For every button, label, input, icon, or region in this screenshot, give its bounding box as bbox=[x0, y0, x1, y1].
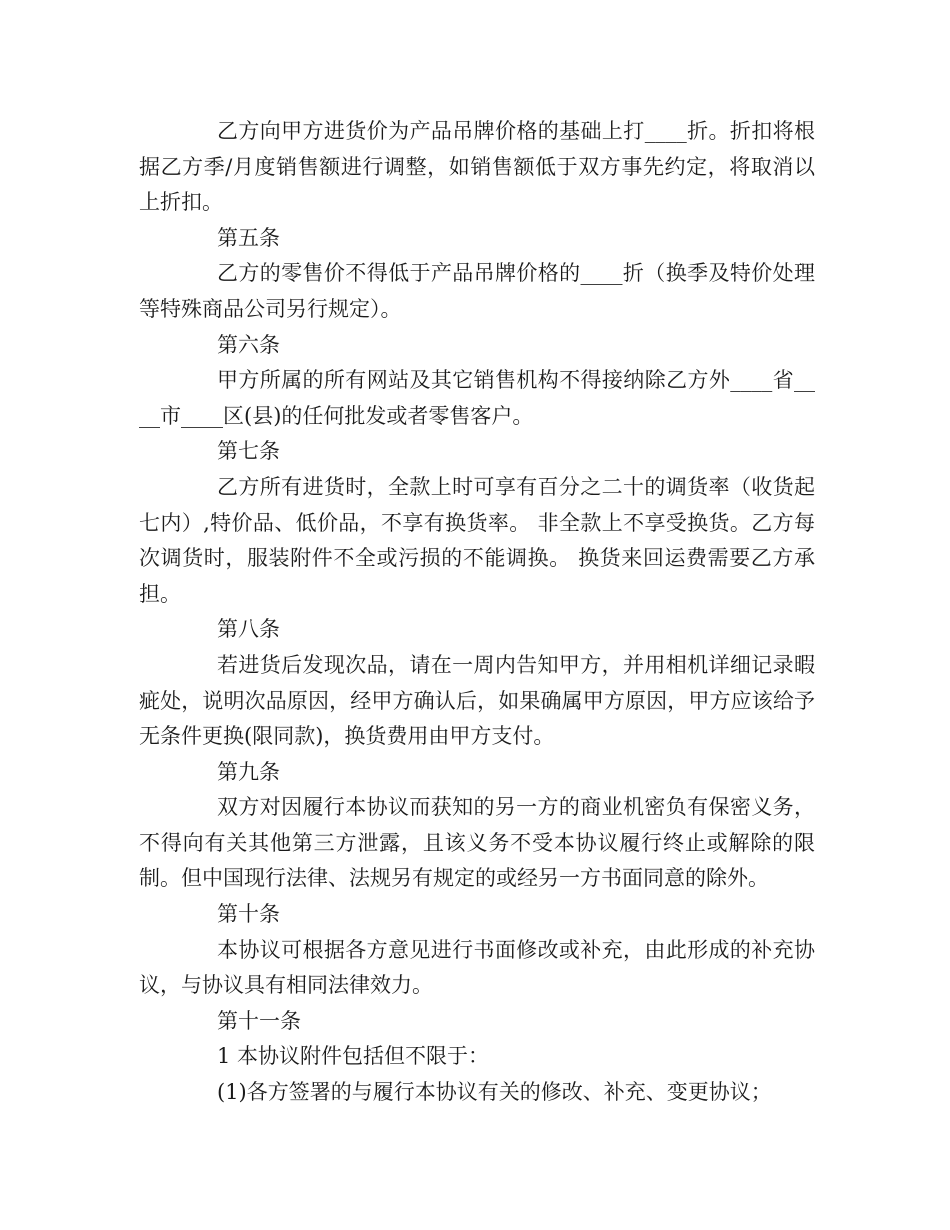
paragraph-annex-intro: 1 本协议附件包括但不限于： bbox=[217, 1044, 490, 1069]
article-6-heading: 第六条 bbox=[217, 332, 280, 357]
document-page bbox=[139, 114, 815, 1111]
article-5-heading: 第五条 bbox=[217, 225, 280, 250]
paragraph-discount-terms: 乙方向甲方进货价为产品吊牌价格的基础上打____折。折扣将根据乙方季/月度销售额进行调整，如销售额低于双方事先约定，将取消以上折扣。 bbox=[139, 119, 815, 215]
article-9-heading: 第九条 bbox=[217, 759, 280, 784]
paragraph-sales-territory: 甲方所属的所有网站及其它销售机构不得接纳除乙方外____省____市____区(县)的任何批发或者零售客户。 bbox=[139, 368, 815, 428]
article-10-heading: 第十条 bbox=[217, 902, 280, 927]
paragraph-annex-item-1: (1)各方签署的与履行本协议有关的修改、补充、变更协议； bbox=[217, 1080, 772, 1105]
paragraph-retail-price: 乙方的零售价不得低于产品吊牌价格的____折（换季及特价处理等特殊商品公司另行规定）。 bbox=[139, 261, 815, 321]
article-8-heading: 第八条 bbox=[217, 617, 280, 642]
paragraph-amendments: 本协议可根据各方意见进行书面修改或补充，由此形成的补充协议，与协议具有相同法律效力。 bbox=[139, 937, 815, 998]
paragraph-exchange-rate: 乙方所有进货时，全款上时可享有百分之二十的调货率（收货起七内）,特价品、低价品，不享有换货率。 非全款上不享受换货。乙方每次调货时，服装附件不全或污损的不能调换。 换货来回运费需要乙方承担。 bbox=[139, 474, 815, 606]
article-7-heading: 第七条 bbox=[217, 439, 280, 464]
article-11-heading: 第十一条 bbox=[217, 1008, 301, 1033]
paragraph-defective-goods: 若进货后发现次品，请在一周内告知甲方，并用相机详细记录暇疵处，说明次品原因，经甲方确认后，如果确属甲方原因，甲方应该给予无条件更换(限同款)，换货费用由甲方支付。 bbox=[139, 652, 815, 749]
paragraph-confidentiality: 双方对因履行本协议而获知的另一方的商业机密负有保密义务，不得向有关其他第三方泄露，且该义务不受本协议履行终止或解除的限制。但中国现行法律、法规另有规定的或经另一方书面同意的除外。 bbox=[139, 795, 815, 891]
